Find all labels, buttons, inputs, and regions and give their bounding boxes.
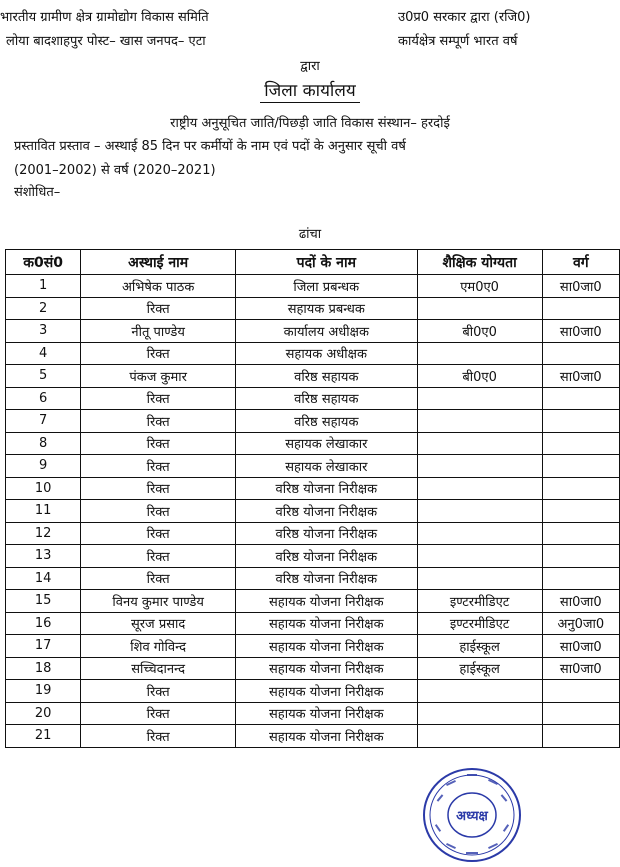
name-cell: शिव गोविन्द — [81, 635, 236, 658]
category-cell — [542, 387, 619, 410]
post-cell: सहायक अधीक्षक — [235, 342, 417, 365]
post-cell: सहायक प्रबन्धक — [235, 297, 417, 320]
qualification-cell — [417, 545, 542, 568]
registration-text: उ0प्र0 सरकार द्वारा (रजि0) — [398, 10, 531, 25]
name-cell: रिक्त — [81, 545, 236, 568]
post-cell: सहायक योजना निरीक्षक — [235, 635, 417, 658]
qualification-cell: एम0ए0 — [417, 275, 542, 298]
col-category-header: वर्ग — [542, 250, 619, 275]
col-qualification-header: शैक्षिक योग्यता — [417, 250, 542, 275]
category-cell: अनु0जा0 — [542, 612, 619, 635]
post-cell: सहायक योजना निरीक्षक — [235, 612, 417, 635]
qualification-cell — [417, 455, 542, 478]
serial-cell: 2 — [6, 297, 81, 320]
category-cell: सा0जा0 — [542, 275, 619, 298]
table-row — [6, 635, 620, 658]
name-cell: रिक्त — [81, 297, 236, 320]
name-cell: सच्चिदानन्द — [81, 657, 236, 680]
name-cell: नीतू पाण्डेय — [81, 320, 236, 343]
category-cell: सा0जा0 — [542, 590, 619, 613]
serial-cell: 12 — [6, 522, 81, 545]
post-cell: सहायक योजना निरीक्षक — [235, 657, 417, 680]
revised-label: संशोधित– — [14, 185, 61, 200]
post-cell: वरिष्ठ सहायक — [235, 387, 417, 410]
table-row — [6, 567, 620, 590]
name-cell: पंकज कुमार — [81, 365, 236, 388]
table-row — [6, 500, 620, 523]
qualification-cell — [417, 432, 542, 455]
serial-cell: 8 — [6, 432, 81, 455]
col-serial-header: क0सं0 — [6, 250, 81, 275]
post-cell: सहायक योजना निरीक्षक — [235, 680, 417, 703]
table-row — [6, 590, 620, 613]
table-row — [6, 680, 620, 703]
category-cell — [542, 522, 619, 545]
name-cell: रिक्त — [81, 410, 236, 433]
name-cell: रिक्त — [81, 500, 236, 523]
serial-cell: 1 — [6, 275, 81, 298]
office-title-text: जिला कार्यालय — [260, 81, 359, 103]
table-row — [6, 612, 620, 635]
serial-cell: 18 — [6, 657, 81, 680]
table-row — [6, 702, 620, 725]
serial-cell: 15 — [6, 590, 81, 613]
serial-cell: 3 — [6, 320, 81, 343]
org-name: भारतीय ग्रामीण क्षेत्र ग्रामोद्योग विकास समिति — [0, 10, 209, 25]
org-address: लोया बादशाहपुर पोस्ट– खास जनपद– एटा — [6, 34, 206, 49]
table-row — [6, 297, 620, 320]
name-cell: रिक्त — [81, 567, 236, 590]
col-post-header: पदों के नाम — [235, 250, 417, 275]
category-cell — [542, 725, 619, 748]
qualification-cell: बी0ए0 — [417, 365, 542, 388]
office-title — [0, 78, 620, 101]
category-cell — [542, 410, 619, 433]
qualification-cell — [417, 702, 542, 725]
category-cell — [542, 545, 619, 568]
category-cell — [542, 567, 619, 590]
serial-cell: 17 — [6, 635, 81, 658]
serial-cell: 20 — [6, 702, 81, 725]
table-row — [6, 725, 620, 748]
name-cell: रिक्त — [81, 432, 236, 455]
qualification-cell — [417, 410, 542, 433]
post-cell: वरिष्ठ सहायक — [235, 365, 417, 388]
table-header-row — [6, 250, 620, 275]
qualification-cell — [417, 680, 542, 703]
category-cell: सा0जा0 — [542, 635, 619, 658]
proposal-line-2: (2001–2002) से वर्ष (2020–2021) — [14, 163, 216, 178]
qualification-cell: इण्टरमीडिएट — [417, 590, 542, 613]
table-row — [6, 410, 620, 433]
category-cell — [542, 455, 619, 478]
qualification-cell — [417, 500, 542, 523]
category-cell: सा0जा0 — [542, 365, 619, 388]
work-area-text: कार्यक्षेत्र सम्पूर्ण भारत वर्ष — [398, 34, 518, 49]
serial-cell: 10 — [6, 477, 81, 500]
staff-table — [5, 249, 620, 748]
post-cell: वरिष्ठ योजना निरीक्षक — [235, 545, 417, 568]
table-row — [6, 275, 620, 298]
post-cell: वरिष्ठ योजना निरीक्षक — [235, 522, 417, 545]
name-cell: रिक्त — [81, 342, 236, 365]
serial-cell: 19 — [6, 680, 81, 703]
qualification-cell — [417, 387, 542, 410]
name-cell: विनय कुमार पाण्डेय — [81, 590, 236, 613]
serial-cell: 4 — [6, 342, 81, 365]
table-row — [6, 365, 620, 388]
institute-line: राष्ट्रीय अनुसूचित जाति/पिछड़ी जाति विकास संस्थान– हरदोई — [170, 116, 450, 131]
post-cell: वरिष्ठ सहायक — [235, 410, 417, 433]
col-name-header: अस्थाई नाम — [81, 250, 236, 275]
table-row — [6, 545, 620, 568]
name-cell: रिक्त — [81, 455, 236, 478]
serial-cell: 5 — [6, 365, 81, 388]
qualification-cell — [417, 725, 542, 748]
proposal-line-1: प्रस्तावित प्रस्ताव – अस्थाई 85 दिन पर कर्मीयों के नाम एवं पदों के अनुसार सूची वर्ष — [14, 139, 406, 154]
category-cell — [542, 477, 619, 500]
via-label: द्वारा — [300, 59, 320, 74]
qualification-cell: इण्टरमीडिएट — [417, 612, 542, 635]
table-row — [6, 387, 620, 410]
structure-label: ढांचा — [298, 227, 322, 242]
qualification-cell: हाईस्कूल — [417, 657, 542, 680]
name-cell: रिक्त — [81, 725, 236, 748]
serial-cell: 14 — [6, 567, 81, 590]
category-cell — [542, 680, 619, 703]
category-cell — [542, 342, 619, 365]
table-row — [6, 522, 620, 545]
serial-cell: 11 — [6, 500, 81, 523]
post-cell: वरिष्ठ योजना निरीक्षक — [235, 500, 417, 523]
name-cell: रिक्त — [81, 680, 236, 703]
table-row — [6, 432, 620, 455]
post-cell: वरिष्ठ योजना निरीक्षक — [235, 477, 417, 500]
name-cell: रिक्त — [81, 387, 236, 410]
qualification-cell — [417, 522, 542, 545]
category-cell — [542, 702, 619, 725]
name-cell: रिक्त — [81, 702, 236, 725]
post-cell: जिला प्रबन्धक — [235, 275, 417, 298]
serial-cell: 21 — [6, 725, 81, 748]
serial-cell: 6 — [6, 387, 81, 410]
category-cell — [542, 432, 619, 455]
qualification-cell: बी0ए0 — [417, 320, 542, 343]
name-cell: रिक्त — [81, 522, 236, 545]
category-cell: सा0जा0 — [542, 657, 619, 680]
table-row — [6, 455, 620, 478]
qualification-cell — [417, 297, 542, 320]
qualification-cell: हाईस्कूल — [417, 635, 542, 658]
name-cell: रिक्त — [81, 477, 236, 500]
category-cell: सा0जा0 — [542, 320, 619, 343]
qualification-cell — [417, 342, 542, 365]
name-cell: सूरज प्रसाद — [81, 612, 236, 635]
table-row — [6, 477, 620, 500]
serial-cell: 13 — [6, 545, 81, 568]
seal-center-text: अध्यक्ष — [456, 809, 488, 824]
category-cell — [542, 297, 619, 320]
post-cell: वरिष्ठ योजना निरीक्षक — [235, 567, 417, 590]
post-cell: सहायक लेखाकार — [235, 432, 417, 455]
category-cell — [542, 500, 619, 523]
table-row — [6, 342, 620, 365]
seal-stamp — [422, 767, 522, 863]
qualification-cell — [417, 477, 542, 500]
post-cell: कार्यालय अधीक्षक — [235, 320, 417, 343]
serial-cell: 7 — [6, 410, 81, 433]
table-row — [6, 657, 620, 680]
qualification-cell — [417, 567, 542, 590]
table-row — [6, 320, 620, 343]
name-cell: अभिषेक पाठक — [81, 275, 236, 298]
post-cell: सहायक लेखाकार — [235, 455, 417, 478]
post-cell: सहायक योजना निरीक्षक — [235, 590, 417, 613]
post-cell: सहायक योजना निरीक्षक — [235, 702, 417, 725]
post-cell: सहायक योजना निरीक्षक — [235, 725, 417, 748]
serial-cell: 16 — [6, 612, 81, 635]
serial-cell: 9 — [6, 455, 81, 478]
